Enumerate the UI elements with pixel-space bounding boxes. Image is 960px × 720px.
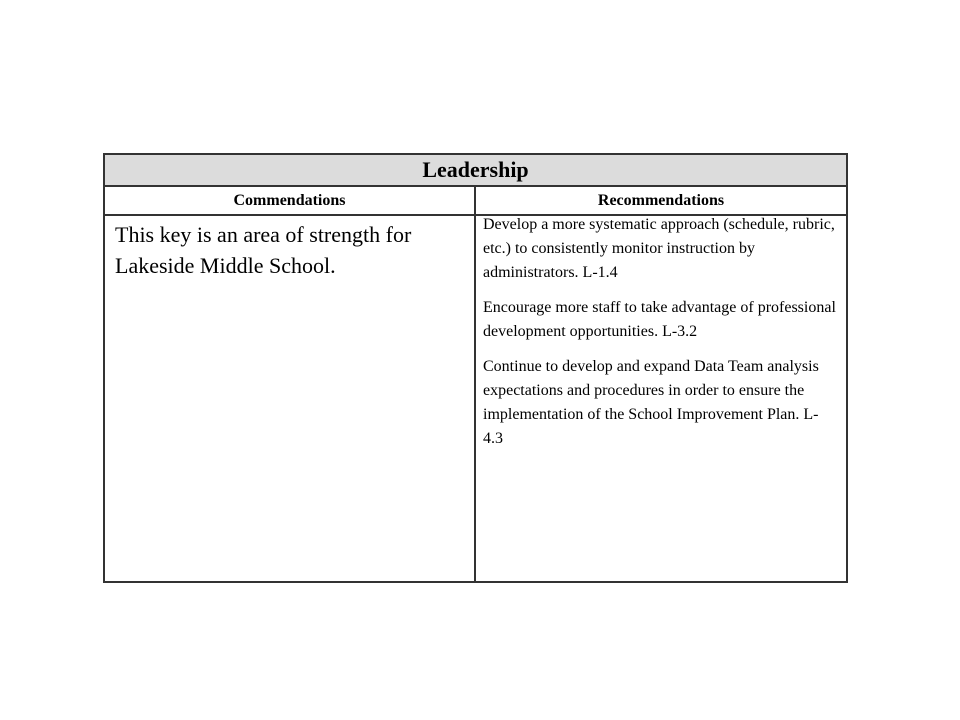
table-title: Leadership xyxy=(105,155,846,187)
header-row xyxy=(105,187,846,216)
commendations-header: Commendations xyxy=(105,187,476,214)
leadership-table xyxy=(103,153,848,583)
recommendations-header: Recommendations xyxy=(597,191,725,209)
recommendations-cell xyxy=(476,216,846,581)
recommendation-item: Develop a more systematic approach (schedule, rubric, etc.) to consistently monitor instruction by administrators. L-1.4 xyxy=(483,216,835,281)
commendations-cell: This key is an area of strength for Lakeside Middle School. xyxy=(105,216,476,581)
body-row xyxy=(105,216,846,581)
recommendation-item: Continue to develop and expand Data Team analysis expectations and procedures in order to ensure the implementation of the School Improvement Plan. L-4.3 xyxy=(483,358,819,447)
recommendation-item: Encourage more staff to take advantage of professional development opportunities. L-3.2 xyxy=(483,299,836,340)
